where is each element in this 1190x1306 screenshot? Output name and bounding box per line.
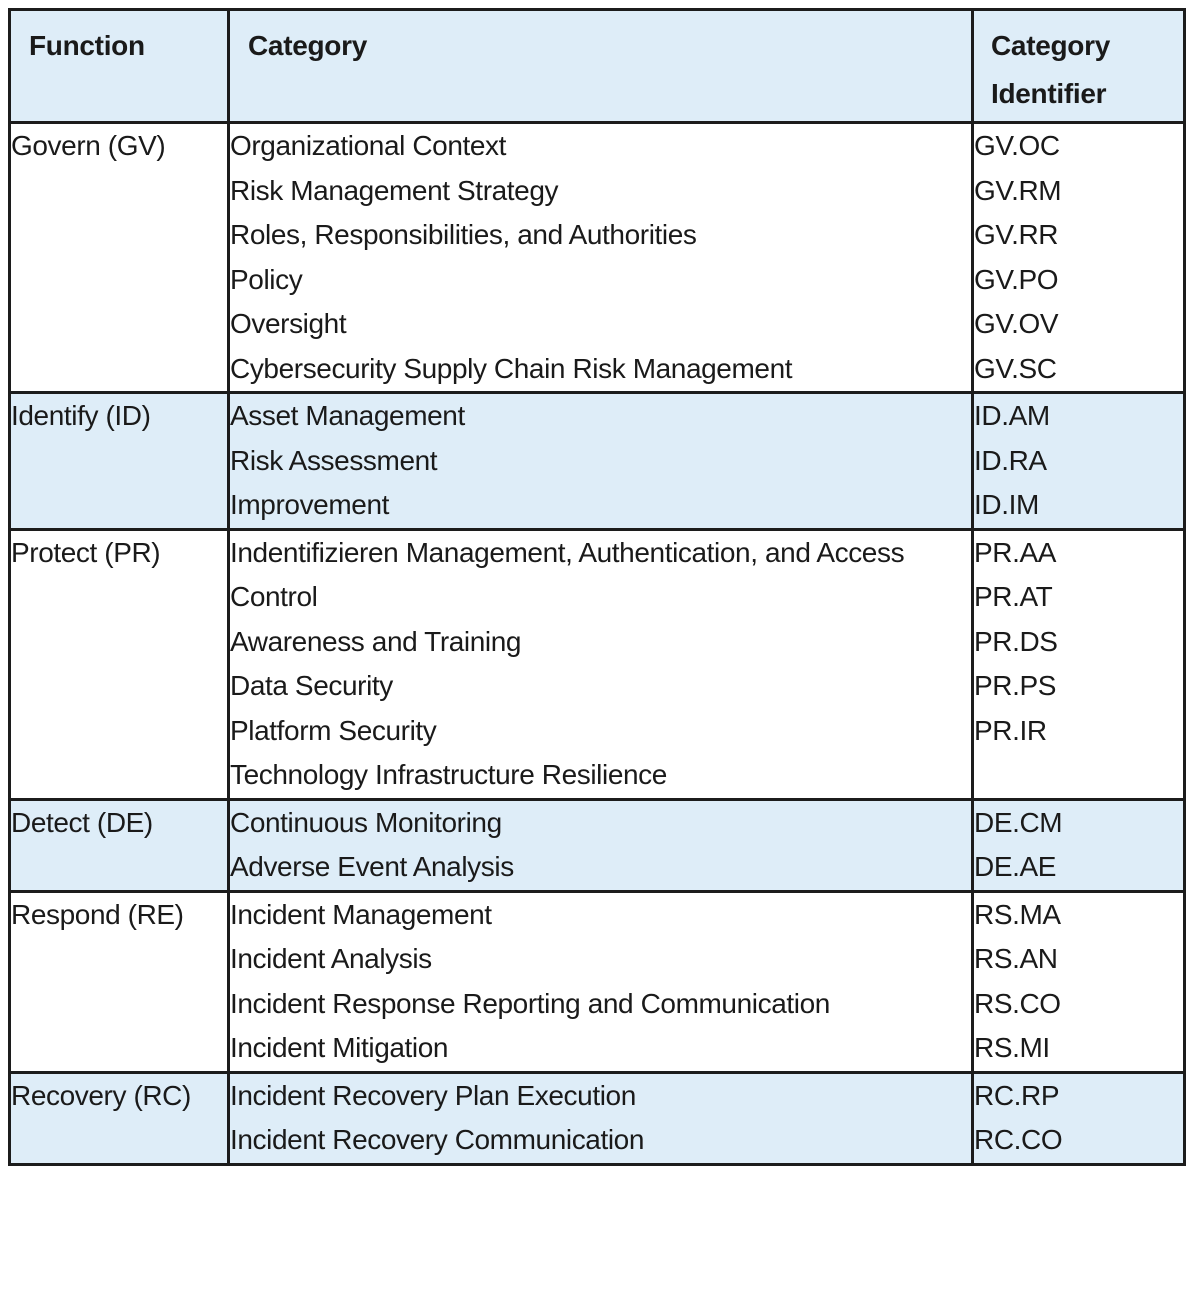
category-name: Indentifizieren Management, Authentication, and Access (230, 536, 905, 568)
category-identifier: RC.CO (974, 1124, 1063, 1155)
header-identifier-label (974, 11, 1183, 118)
function-cell (10, 891, 229, 1072)
category-identifier: DE.AE (974, 851, 1057, 882)
identifier-cell (973, 799, 1185, 891)
category-identifier: GV.SC (974, 352, 1057, 384)
category-identifier: PR.DS (974, 625, 1058, 657)
category-name: Continuous Monitoring (230, 806, 502, 838)
category-name: Incident Mitigation (230, 1032, 449, 1063)
category-identifier: GV.RR (974, 219, 1059, 250)
category-name: Control (230, 581, 318, 612)
function-name: Respond (RE) (11, 898, 184, 930)
category-cell (229, 1072, 973, 1164)
category-identifier: DE.CM (974, 806, 1063, 838)
category-name: Risk Assessment (230, 444, 438, 476)
function-name: Detect (DE) (11, 806, 153, 838)
category-cell (229, 799, 973, 891)
category-cell (229, 891, 973, 1072)
header-identifier-line2: Identifier (991, 78, 1107, 109)
category-identifier: GV.OV (974, 308, 1059, 339)
table-row (10, 393, 1185, 530)
category-identifier: RS.AN (974, 943, 1058, 974)
category-cell (229, 123, 973, 393)
header-category-identifier (973, 10, 1185, 123)
category-name: Asset Management (230, 400, 465, 431)
header-identifier-line1: Category (991, 30, 1110, 61)
category-name: Incident Analysis (230, 943, 432, 974)
function-cell (10, 529, 229, 799)
header-function (10, 10, 229, 123)
function-name: Protect (PR) (11, 536, 161, 568)
category-identifier: GV.PO (974, 263, 1059, 295)
function-cell (10, 1072, 229, 1164)
category-name: Technology Infrastructure Resilience (230, 759, 667, 790)
category-cell (229, 529, 973, 799)
category-cell (229, 393, 973, 530)
table-row (10, 123, 1185, 393)
csf-functions-table (8, 8, 1186, 1166)
category-name: Incident Response Reporting and Communication (230, 987, 830, 1019)
table-row (10, 529, 1185, 799)
function-cell (10, 393, 229, 530)
category-identifier: PR.AA (974, 536, 1057, 568)
table-header-row (10, 10, 1185, 123)
identifier-cell (973, 393, 1185, 530)
category-identifier: PR.AT (974, 581, 1053, 612)
function-cell (10, 123, 229, 393)
category-identifier: GV.OC (974, 130, 1060, 161)
category-identifier: GV.RM (974, 174, 1062, 206)
category-name: Organizational Context (230, 130, 507, 161)
category-name: Platform Security (230, 714, 437, 746)
table-body (10, 123, 1185, 1165)
category-name: Awareness and Training (230, 625, 522, 657)
category-identifier: PR.IR (974, 714, 1047, 746)
function-cell (10, 799, 229, 891)
category-identifier: RS.MA (974, 898, 1061, 930)
category-identifier: ID.AM (974, 400, 1050, 431)
category-name: Adverse Event Analysis (230, 851, 514, 882)
category-name: Cybersecurity Supply Chain Risk Management (230, 352, 793, 384)
category-identifier: RS.MI (974, 1032, 1050, 1063)
header-category (229, 10, 973, 123)
category-name: Policy (230, 263, 303, 295)
header-category-label: Category (248, 30, 367, 61)
function-name: Recovery (RC) (11, 1079, 191, 1111)
identifier-cell (973, 123, 1185, 393)
table-row (10, 1072, 1185, 1164)
category-identifier: ID.IM (974, 489, 1039, 520)
identifier-cell (973, 1072, 1185, 1164)
category-identifier: RC.RP (974, 1079, 1060, 1111)
identifier-cell (973, 529, 1185, 799)
category-identifier: PR.PS (974, 670, 1057, 701)
category-name: Risk Management Strategy (230, 174, 559, 206)
category-name: Roles, Responsibilities, and Authorities (230, 219, 697, 250)
category-identifier: ID.RA (974, 444, 1047, 476)
category-identifier: RS.CO (974, 987, 1061, 1019)
category-name: Incident Recovery Plan Execution (230, 1079, 636, 1111)
category-name: Oversight (230, 308, 347, 339)
header-function-label: Function (29, 30, 145, 61)
table-row (10, 891, 1185, 1072)
category-name: Incident Recovery Communication (230, 1124, 645, 1155)
category-name: Data Security (230, 670, 393, 701)
category-name: Improvement (230, 489, 389, 520)
category-name: Incident Management (230, 898, 492, 930)
function-name: Govern (GV) (11, 130, 166, 161)
table-row (10, 799, 1185, 891)
identifier-cell (973, 891, 1185, 1072)
function-name: Identify (ID) (11, 400, 151, 431)
